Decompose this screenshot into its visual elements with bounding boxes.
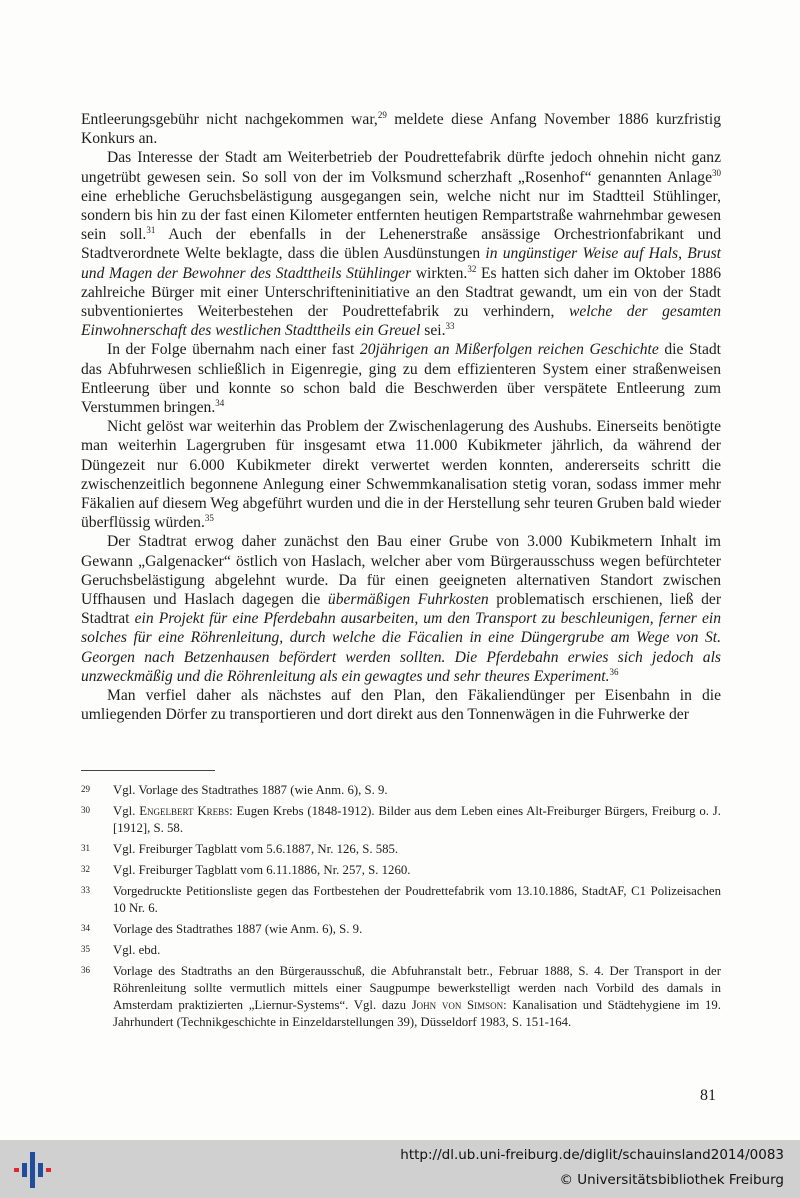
text-run: eine erhebliche Geruchsbelästigung ausgegangen sein, welche nicht nur im Stadtteil Stühlinger, sondern bis hin zu der fast einen Kilometer entfernten heutigen Rempartstraße wahrnehmbar gewesen sein soll.	[81, 187, 721, 244]
footnote	[81, 942, 721, 959]
source-url-link[interactable]: http://dl.ub.uni-freiburg.de/diglit/schauinsland2014/0083	[400, 1147, 784, 1163]
text-run: Der Stadtrat erwog daher zunächst den Bau einer Grube von 3.000 Kubikmetern Inhalt im Gewann „Galgenacker“ östlich von Haslach, welcher aber vom Bürgerausschuss wegen befürchteter Geruchsbelästigung abgelehnt wurde. Da für einen geeigneten alternativen Standort zwischen Uffhausen und Haslach dagegen die	[81, 533, 721, 609]
body-paragraph	[81, 532, 721, 686]
text-run: meldete diese Anfang November 1886 kurzfristig Konkurs an.	[81, 111, 721, 148]
footnote-reference: 31	[146, 225, 156, 236]
quoted-italic-text: in ungünstiger Weise auf Hals, Brust und Magen der Bewohner des Stadttheils Stühlinger	[81, 245, 721, 282]
footnote-number: 31	[81, 843, 90, 853]
text-run: Entleerungsgebühr nicht nachgekommen war,	[81, 111, 378, 128]
text-run: Vgl. Freiburger Tagblatt vom 5.6.1887, Nr. 126, S. 585.	[113, 842, 399, 856]
quoted-italic-text: 20jährigen an Mißerfolgen reichen Geschichte	[359, 341, 659, 359]
text-run: In der Folge übernahm nach einer fast	[107, 341, 360, 359]
text-run: Auch der ebenfalls in der Lehenerstraße ansässige Orchestrionfabrikant und Stadtverordnete Welte beklagte, dass die üblen Ausdünstungen	[81, 226, 721, 263]
body-paragraph	[81, 340, 721, 417]
footnote-reference: 33	[445, 321, 455, 332]
quoted-italic-text: ein Projekt für eine Pferdebahn ausarbeiten, um den Transport zu beschleunigen, ferner ein solches für eine Röhrenleitung, durch welche die Fäcalien in eine Düngergrube am Wege von St. Georgen nach Betzenhausen befördert werden sollten. Die Pferdebahn erwies sich jedoch als unzweckmäßig und die Röhrenleitung als ein gewagtes und sehr theures Experiment.	[81, 610, 721, 685]
footnote-reference: 34	[215, 398, 225, 409]
body-paragraph	[81, 417, 721, 532]
footnote	[81, 883, 721, 917]
footnote-reference: 36	[609, 666, 619, 677]
text-run: Vorlage des Stadtraths an den Bürgerausschuß, die Abfuhranstalt betr., Februar 1888, S. 4. Der Transport in der Röhrenleitung sollte vermutlich mittels einer Saugpumpe bewerkstelligt werden nach Vorbild des damals in Amsterdam praktizierten „Liernur-Systems“. Vgl. dazu	[113, 964, 721, 1012]
footnote-reference: 29	[377, 110, 387, 120]
footnote-number: 33	[81, 885, 90, 895]
text-run: sei.	[420, 322, 446, 340]
page-number: 81	[700, 1087, 716, 1104]
footnotes	[81, 782, 721, 1035]
text-run: Vgl. Vorlage des Stadtrathes 1887 (wie Anm. 6), S. 9.	[113, 783, 388, 797]
footnote-reference: 30	[712, 167, 721, 178]
footnote-number: 30	[81, 805, 90, 815]
text-run: Das Interesse der Stadt am Weiterbetrieb der Poudrettefabrik dürfte jedoch ohnehin nicht ganz ungetrübt gewesen sein. So soll von der im Volksmund scherzhaft „Rosenhof“ genannten Anlage	[81, 149, 721, 186]
footnote-number: 35	[81, 944, 90, 954]
footnote	[81, 963, 721, 1031]
text-run: Es hatten sich daher im Oktober 1886 zahlreiche Bürger mit einer Unterschrifteninitiative an den Stadtrat gewandt, um ein von der Stadt subventioniertes Weiterbestehen der Poudrettefabrik zu verhindern,	[81, 264, 722, 321]
text-run: Vgl. ebd.	[113, 943, 161, 957]
quoted-italic-text: welche der gesamten Einwohnerschaft des westlichen Stadttheils ein Greuel	[81, 303, 722, 340]
footnote	[81, 841, 721, 858]
footnote-number: 29	[81, 784, 90, 794]
text-run: Vgl. Freiburger Tagblatt vom 6.11.1886, Nr. 257, S. 1260.	[113, 863, 411, 877]
footnote-separator	[81, 770, 215, 771]
text-run: Vgl.	[113, 804, 140, 818]
body-paragraph	[81, 110, 721, 148]
author-name: Engelbert Krebs	[139, 804, 230, 818]
footnote	[81, 803, 721, 837]
text-run: Nicht gelöst war weiterhin das Problem der Zwischenlagerung des Aushubs. Einerseits benötigte man weiterhin Lagergruben für insgesamt etwa 11.000 Kubikmeter jährlich, da während der Düngezeit nur 6.000 Kubikmeter direkt verwertet werden konnten, andererseits schritt die zwischenzeitlich begonnene Anlegung einer Schwemmkanalisation stetig voran, sodass immer mehr Fäkalien auf diesem Weg abgeführt wurden und die in der Herstellung sehr teuren Gruben bald wieder überflüssig würden.	[81, 418, 721, 532]
body-text	[81, 110, 721, 725]
quoted-italic-text: übermäßigen Fuhrkosten	[327, 591, 489, 609]
body-paragraph	[81, 686, 721, 724]
copyright-text: © Universitätsbibliothek Freiburg	[559, 1172, 784, 1188]
text-run: : Kanalisation und Städtehygiene im 19. Jahrhundert (Technikgeschichte in Einzeldarstellungen 39), Düsseldorf 1983, S. 151-164.	[113, 998, 722, 1029]
footnote-number: 36	[81, 965, 90, 975]
ub-freiburg-logo-icon	[13, 1150, 53, 1190]
author-name: John von Simson	[411, 998, 504, 1012]
text-run: : Eugen Krebs (1848-1912). Bilder aus dem Leben eines Alt-Freiburger Bürgers, Freiburg o. J. [1912], S. 58.	[113, 804, 721, 835]
text-run: problematisch erschienen, ließ der Stadtrat	[81, 591, 722, 628]
text-run: die Stadt das Abfuhrwesen schließlich in Eigenregie, ging zu dem effizienteren System einer straßenweisen Entleerung über und konnte so schon bald die Beschwerden über verspätete Entleerung zum Verstummen bringen.	[81, 341, 721, 417]
footnote	[81, 782, 721, 799]
footnote-reference: 35	[204, 513, 214, 524]
footnote-number: 32	[81, 864, 90, 874]
body-paragraph	[81, 148, 721, 340]
text-run: wirkten.	[411, 264, 468, 282]
text-run: Vorgedruckte Petitionsliste gegen das Fortbestehen der Poudrettefabrik vom 13.10.1886, StadtAF, C1 Polizeisachen 10 Nr. 6.	[113, 884, 721, 915]
text-run: Vorlage des Stadtrathes 1887 (wie Anm. 6), S. 9.	[113, 922, 363, 936]
footnote	[81, 921, 721, 938]
footnote-number: 34	[81, 923, 90, 933]
text-run: Man verfiel daher als nächstes auf den Plan, den Fäkaliendünger per Eisenbahn in die umliegenden Dörfer zu transportieren und dort direkt aus den Tonnenwägen in die Fuhrwerke der	[81, 687, 721, 724]
footnote-reference: 32	[467, 263, 477, 274]
footnote	[81, 862, 721, 879]
